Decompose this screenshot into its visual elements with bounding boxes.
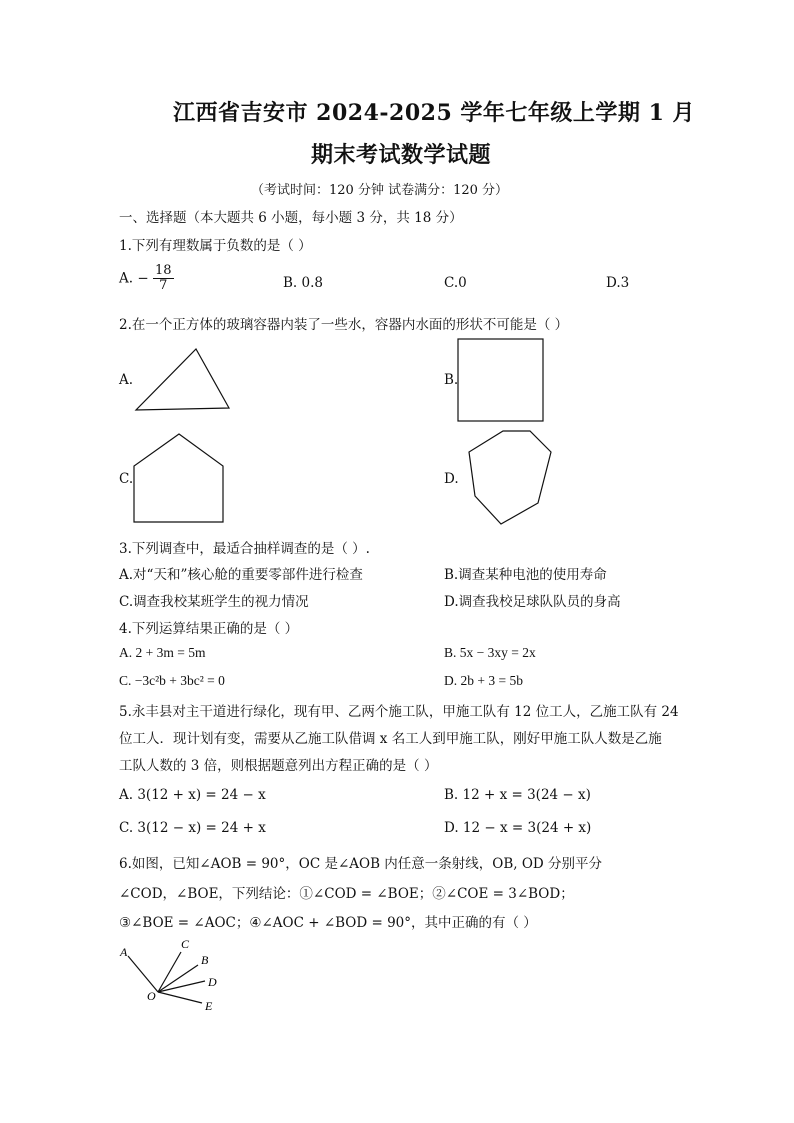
question-4-option-d: D. 2b + 3 = 5b	[444, 673, 523, 688]
question-3-option-a: A.对“天和”核心舱的重要零部件进行检查	[119, 567, 363, 583]
document-title-line1: 江西省吉安市 2024-2025 学年七年级上学期 1 月	[173, 100, 696, 126]
fraction-denominator: 7	[159, 278, 168, 293]
question-5-option-b: B. 12 + x = 3(24 − x)	[444, 787, 591, 803]
question-2-option-a: A.	[119, 372, 134, 388]
fraction-numerator: 18	[154, 263, 172, 278]
question-3-option-c: C.调查我校某班学生的视力情况	[119, 594, 309, 610]
exam-info: （考试时间：120 分钟 试卷满分：120 分）	[251, 183, 509, 198]
question-1-option-b: B. 0.8	[283, 275, 323, 291]
question-2-option-d: D.	[444, 471, 459, 487]
question-6-line1: 6.如图，已知∠AOB = 90°，OC 是∠AOB 内任意一条射线，OB, OD 分别平分	[119, 856, 603, 872]
ray-label-d: D	[208, 975, 217, 989]
section-heading: 一、选择题（本大题共 6 小题，每小题 3 分，共 18 分）	[119, 210, 463, 226]
question-4-option-b: B. 5x − 3xy = 2x	[444, 645, 536, 660]
option-a-prefix: A. −	[119, 270, 149, 287]
question-1-stem: 1.下列有理数属于负数的是（ ）	[119, 238, 312, 254]
question-1-option-d: D.3	[606, 275, 630, 291]
ray-label-a: A	[120, 945, 128, 959]
question-3-option-d: D.调查我校足球队队员的身高	[444, 594, 621, 610]
question-5-option-a: A. 3(12 + x) = 24 − x	[119, 787, 266, 803]
question-3-option-b: B.调查某种电池的使用寿命	[444, 567, 607, 583]
question-2-option-b: B.	[444, 372, 459, 388]
question-5-line1: 5.永丰县对主干道进行绿化，现有甲、乙两个施工队，甲施工队有 12 位工人，乙施工队有 24	[119, 704, 679, 720]
question-2-stem: 2.在一个正方体的玻璃容器内装了一些水，容器内水面的形状不可能是（ ）	[119, 317, 569, 333]
question-5-option-d: D. 12 − x = 3(24 + x)	[444, 820, 592, 836]
question-1-option-c: C.0	[444, 275, 467, 291]
question-6-line2: ∠COD，∠BOE，下列结论：①∠COD = ∠BOE；②∠COE = 3∠BOD；	[119, 886, 574, 902]
question-4-option-c: C. −3c²b + 3bc² = 0	[119, 673, 225, 688]
ray-label-b: B	[201, 953, 209, 967]
question-2-option-c: C.	[119, 471, 134, 487]
ray-label-e: E	[205, 999, 213, 1013]
question-3-stem: 3.下列调查中，最适合抽样调查的是（ ）.	[119, 541, 370, 557]
ray-label-c: C	[181, 937, 190, 951]
question-5-line2: 位工人．现计划有变，需要从乙施工队借调 x 名工人到甲施工队，刚好甲施工队人数是乙施	[119, 731, 662, 747]
question-5-line3: 工队人数的 3 倍，则根据题意列出方程正确的是（ ）	[119, 758, 438, 774]
question-4-stem: 4.下列运算结果正确的是（ ）	[119, 621, 299, 637]
vertex-label-o: O	[147, 989, 156, 1003]
document-title-line2: 期末考试数学试题	[311, 142, 492, 168]
question-6-line3: ③∠BOE = ∠AOC；④∠AOC + ∠BOD = 90°，其中正确的有（ ）	[119, 915, 537, 931]
question-5-option-c: C. 3(12 − x) = 24 + x	[119, 820, 266, 836]
question-4-option-a: A. 2 + 3m = 5m	[119, 645, 206, 660]
